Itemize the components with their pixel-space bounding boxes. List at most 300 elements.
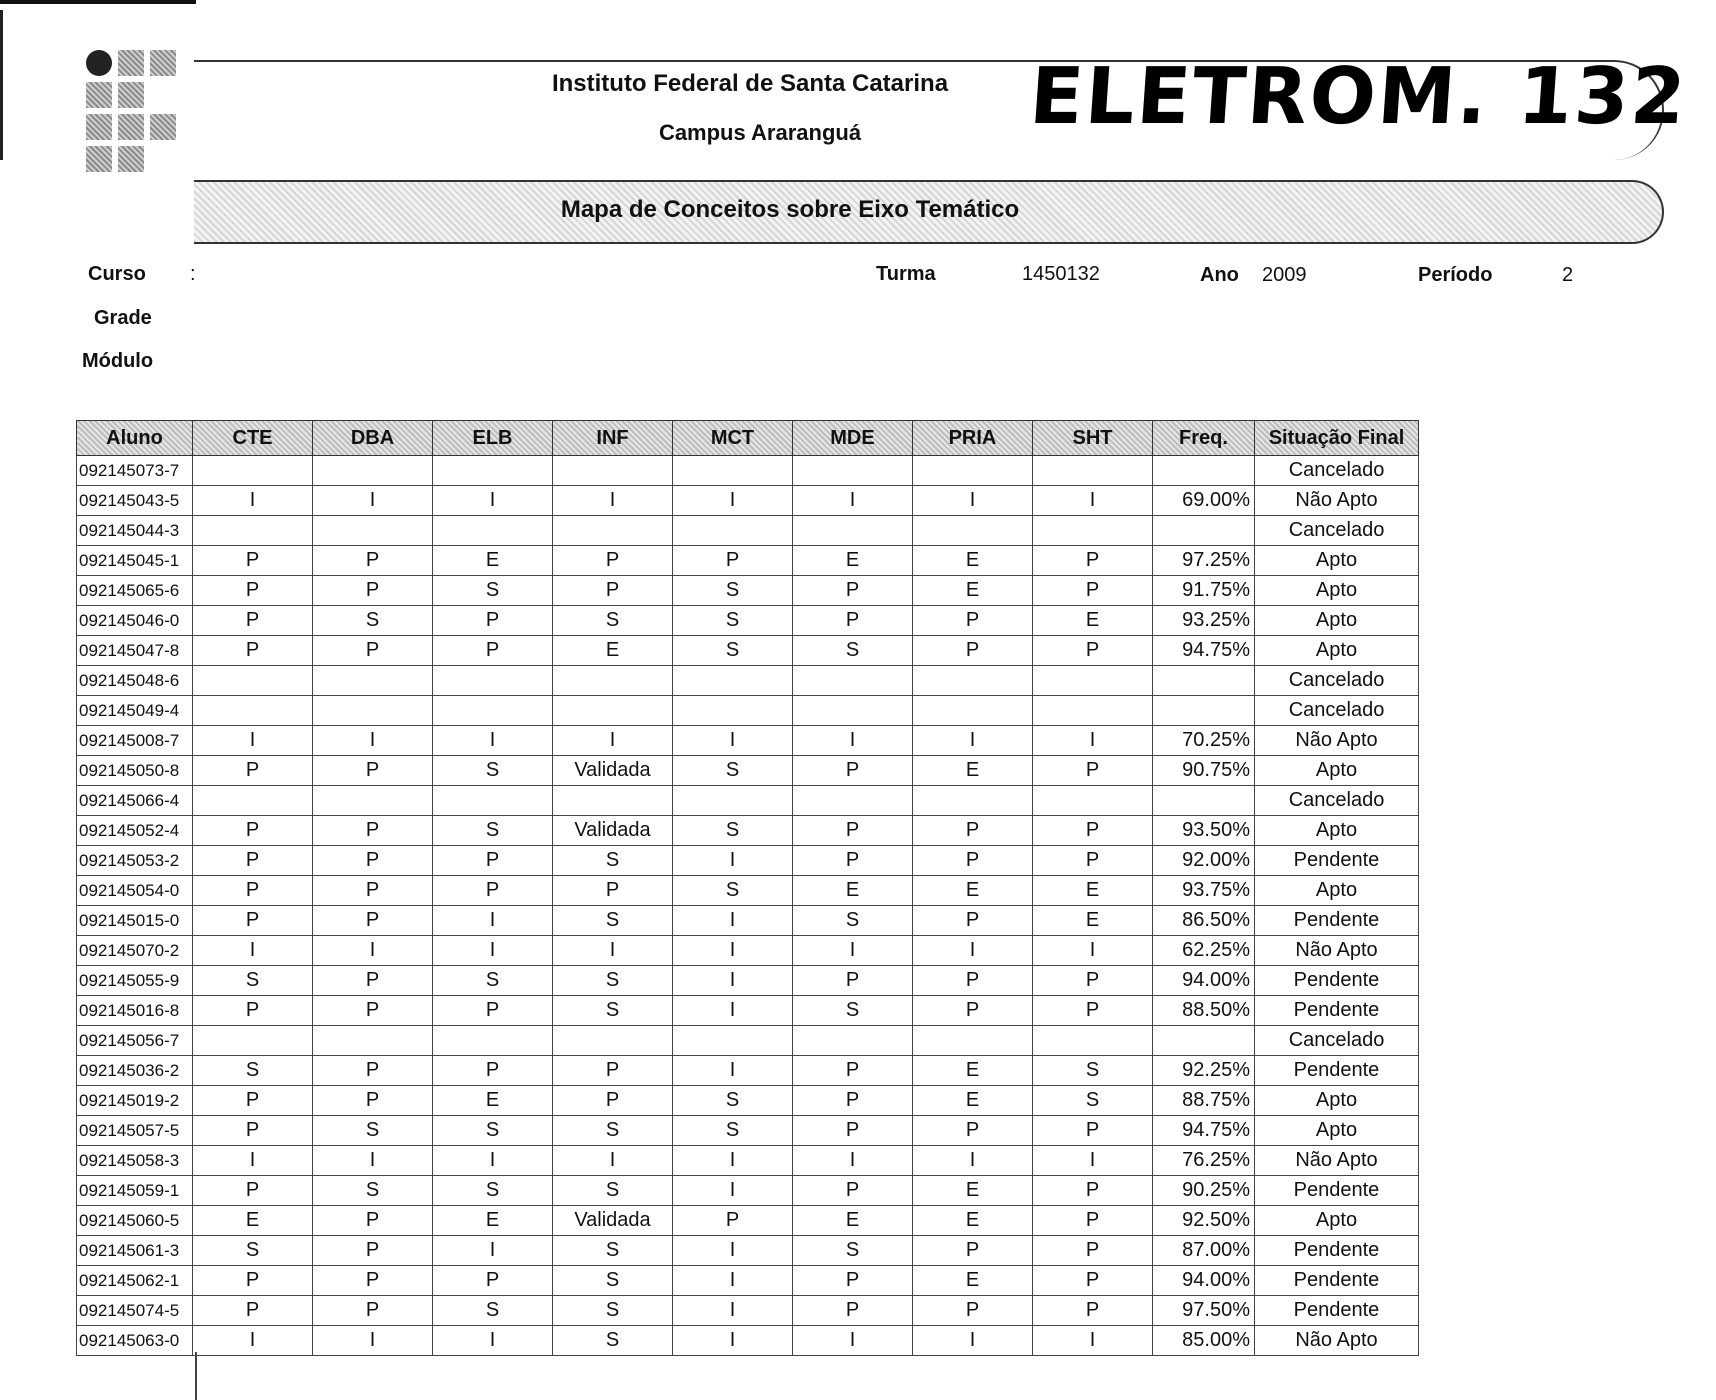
column-header-mde: MDE (793, 421, 913, 456)
cell-sht: P (1033, 1296, 1153, 1326)
cell-mde: I (793, 936, 913, 966)
cell-cte: P (193, 846, 313, 876)
cell-sht: P (1033, 1176, 1153, 1206)
cell-pria: P (913, 1296, 1033, 1326)
cell-elb (433, 786, 553, 816)
cell-dba (313, 516, 433, 546)
cell-pria: E (913, 1176, 1033, 1206)
cell-aluno: 092145073-7 (77, 456, 193, 486)
cell-sht: P (1033, 846, 1153, 876)
cell-pria: P (913, 816, 1033, 846)
table-row (77, 486, 1419, 516)
cell-sht: P (1033, 576, 1153, 606)
cell-aluno: 092145045-1 (77, 546, 193, 576)
cell-cte (193, 786, 313, 816)
cell-aluno: 092145057-5 (77, 1116, 193, 1146)
cell-freq: 90.75% (1153, 756, 1255, 786)
cell-inf: P (553, 576, 673, 606)
cell-sht (1033, 696, 1153, 726)
cell-situacao-final: Pendente (1255, 846, 1419, 876)
cell-inf: S (553, 1236, 673, 1266)
table-row (77, 816, 1419, 846)
cell-elb: E (433, 1206, 553, 1236)
cell-dba: P (313, 1296, 433, 1326)
logo-square (118, 146, 144, 172)
table-row (77, 1206, 1419, 1236)
table-row (77, 756, 1419, 786)
cell-cte: P (193, 576, 313, 606)
table-row (77, 666, 1419, 696)
cell-mct: I (673, 846, 793, 876)
cell-dba: I (313, 726, 433, 756)
cell-aluno: 092145060-5 (77, 1206, 193, 1236)
cell-freq: 92.00% (1153, 846, 1255, 876)
cell-sht: P (1033, 1236, 1153, 1266)
cell-cte: P (193, 1296, 313, 1326)
cell-freq: 69.00% (1153, 486, 1255, 516)
cell-cte: S (193, 966, 313, 996)
logo-square (118, 50, 144, 76)
column-header-situacao-final: Situação Final (1255, 421, 1419, 456)
cell-pria: P (913, 1116, 1033, 1146)
cell-dba: I (313, 486, 433, 516)
cell-situacao-final: Não Apto (1255, 486, 1419, 516)
cell-sht: S (1033, 1086, 1153, 1116)
table-row (77, 1146, 1419, 1176)
cell-cte: P (193, 876, 313, 906)
cell-pria (913, 516, 1033, 546)
cell-freq: 90.25% (1153, 1176, 1255, 1206)
ifsc-logo (82, 48, 182, 178)
cell-mde: I (793, 486, 913, 516)
cell-inf: P (553, 1056, 673, 1086)
cell-cte: P (193, 1266, 313, 1296)
cell-freq (1153, 666, 1255, 696)
cell-pria: P (913, 906, 1033, 936)
cell-mde: P (793, 606, 913, 636)
cell-mde: I (793, 1326, 913, 1356)
cell-mde (793, 1026, 913, 1056)
cell-pria: E (913, 1086, 1033, 1116)
cell-dba: I (313, 1326, 433, 1356)
cell-dba: P (313, 876, 433, 906)
cell-situacao-final: Apto (1255, 606, 1419, 636)
cell-inf (553, 786, 673, 816)
cell-cte: I (193, 486, 313, 516)
cell-dba: P (313, 996, 433, 1026)
cell-elb: I (433, 906, 553, 936)
cell-mde: I (793, 1146, 913, 1176)
cell-inf: S (553, 606, 673, 636)
cell-elb: P (433, 876, 553, 906)
cell-mde (793, 516, 913, 546)
cell-dba: I (313, 936, 433, 966)
cell-inf: P (553, 1086, 673, 1116)
document-title: Mapa de Conceitos sobre Eixo Temático (560, 196, 1020, 223)
cell-elb: P (433, 996, 553, 1026)
cell-mct: P (673, 546, 793, 576)
cell-mde: P (793, 1296, 913, 1326)
cell-pria: I (913, 936, 1033, 966)
logo-square (86, 114, 112, 140)
cell-mde: S (793, 636, 913, 666)
logo-dot (86, 50, 112, 76)
cell-sht: E (1033, 876, 1153, 906)
cell-pria: I (913, 726, 1033, 756)
modulo-label: Módulo (82, 350, 154, 372)
cell-mct: I (673, 1266, 793, 1296)
cell-situacao-final: Pendente (1255, 1296, 1419, 1326)
cell-dba: I (313, 1146, 433, 1176)
cell-aluno: 092145056-7 (77, 1026, 193, 1056)
cell-inf: S (553, 1176, 673, 1206)
cell-sht: I (1033, 726, 1153, 756)
cell-elb: S (433, 816, 553, 846)
cell-cte: P (193, 906, 313, 936)
cell-freq: 94.75% (1153, 1116, 1255, 1146)
column-header-aluno: Aluno (77, 421, 193, 456)
cell-cte: P (193, 1176, 313, 1206)
table-row (77, 576, 1419, 606)
logo-square (118, 114, 144, 140)
cell-situacao-final: Pendente (1255, 966, 1419, 996)
cell-situacao-final: Não Apto (1255, 1146, 1419, 1176)
cell-mde: P (793, 576, 913, 606)
cell-sht: P (1033, 1206, 1153, 1236)
cell-situacao-final: Apto (1255, 1116, 1419, 1146)
cell-cte: S (193, 1236, 313, 1266)
cell-sht: P (1033, 966, 1153, 996)
cell-cte: P (193, 606, 313, 636)
table-row (77, 876, 1419, 906)
cell-cte: P (193, 636, 313, 666)
cell-aluno: 092145054-0 (77, 876, 193, 906)
curso-value: : (190, 263, 196, 285)
cell-aluno: 092145062-1 (77, 1266, 193, 1296)
cell-sht: P (1033, 1266, 1153, 1296)
cell-dba (313, 666, 433, 696)
cell-aluno: 092145049-4 (77, 696, 193, 726)
cell-elb: I (433, 486, 553, 516)
cell-elb: I (433, 1146, 553, 1176)
column-header-pria: PRIA (913, 421, 1033, 456)
cell-sht (1033, 666, 1153, 696)
cell-elb: P (433, 846, 553, 876)
cell-mct: I (673, 1236, 793, 1266)
table-body (77, 456, 1419, 1356)
cell-inf: S (553, 1266, 673, 1296)
cell-cte (193, 456, 313, 486)
table-row (77, 1266, 1419, 1296)
table-row (77, 1326, 1419, 1356)
cell-sht: I (1033, 936, 1153, 966)
cell-elb: P (433, 606, 553, 636)
cell-inf: Validada (553, 756, 673, 786)
cell-situacao-final: Apto (1255, 636, 1419, 666)
cell-situacao-final: Cancelado (1255, 456, 1419, 486)
cell-mct: S (673, 816, 793, 846)
cell-sht (1033, 516, 1153, 546)
column-header-mct: MCT (673, 421, 793, 456)
cell-pria: P (913, 606, 1033, 636)
cell-pria: E (913, 1056, 1033, 1086)
cell-freq: 70.25% (1153, 726, 1255, 756)
cell-dba: P (313, 1206, 433, 1236)
cell-cte: I (193, 1146, 313, 1176)
periodo-label: Período (1418, 264, 1493, 286)
cell-mct: I (673, 1146, 793, 1176)
cell-aluno: 092145048-6 (77, 666, 193, 696)
ano-value: 2009 (1262, 264, 1307, 286)
cell-elb: S (433, 1296, 553, 1326)
cell-elb (433, 666, 553, 696)
cell-situacao-final: Apto (1255, 816, 1419, 846)
table-row (77, 1056, 1419, 1086)
table-row (77, 606, 1419, 636)
turma-label: Turma (876, 263, 936, 285)
cell-aluno: 092145008-7 (77, 726, 193, 756)
cell-mct (673, 696, 793, 726)
cell-freq (1153, 696, 1255, 726)
cell-situacao-final: Apto (1255, 546, 1419, 576)
cell-elb (433, 696, 553, 726)
logo-square (86, 82, 112, 108)
table-row (77, 696, 1419, 726)
cell-sht: P (1033, 996, 1153, 1026)
cell-freq: 97.50% (1153, 1296, 1255, 1326)
cell-pria (913, 666, 1033, 696)
cell-inf: S (553, 1116, 673, 1146)
cell-mct: I (673, 936, 793, 966)
cell-inf: S (553, 996, 673, 1026)
cell-situacao-final: Apto (1255, 876, 1419, 906)
cell-pria: I (913, 1326, 1033, 1356)
cell-elb (433, 456, 553, 486)
cell-freq: 62.25% (1153, 936, 1255, 966)
cell-mct: I (673, 1176, 793, 1206)
cell-cte: P (193, 816, 313, 846)
logo-square (118, 82, 144, 108)
cell-dba: P (313, 1056, 433, 1086)
cell-freq: 86.50% (1153, 906, 1255, 936)
cell-sht: I (1033, 486, 1153, 516)
cell-pria: P (913, 636, 1033, 666)
cell-pria: E (913, 576, 1033, 606)
cell-mct: I (673, 966, 793, 996)
cell-pria (913, 696, 1033, 726)
cell-pria: E (913, 1206, 1033, 1236)
table-row (77, 966, 1419, 996)
cell-situacao-final: Apto (1255, 1206, 1419, 1236)
cell-elb: I (433, 936, 553, 966)
cell-mde: P (793, 1056, 913, 1086)
cell-elb: S (433, 1176, 553, 1206)
cell-mde: E (793, 1206, 913, 1236)
cell-elb: S (433, 576, 553, 606)
cell-freq: 97.25% (1153, 546, 1255, 576)
cell-inf (553, 1026, 673, 1056)
cell-elb: P (433, 1266, 553, 1296)
cell-mde: P (793, 966, 913, 996)
cell-inf: I (553, 936, 673, 966)
table-header (77, 421, 1419, 456)
grade-label: Grade (94, 307, 152, 329)
cell-dba: P (313, 636, 433, 666)
cell-elb: S (433, 756, 553, 786)
cell-situacao-final: Pendente (1255, 906, 1419, 936)
cell-sht: P (1033, 546, 1153, 576)
cell-inf: Validada (553, 816, 673, 846)
periodo-value: 2 (1562, 264, 1574, 286)
cell-pria (913, 1026, 1033, 1056)
cell-aluno: 092145053-2 (77, 846, 193, 876)
cell-mct: S (673, 756, 793, 786)
cell-freq (1153, 516, 1255, 546)
cell-inf: S (553, 966, 673, 996)
cell-mct: S (673, 636, 793, 666)
cell-freq: 88.75% (1153, 1086, 1255, 1116)
cell-aluno: 092145063-0 (77, 1326, 193, 1356)
table-row (77, 936, 1419, 966)
cell-pria (913, 456, 1033, 486)
cell-dba (313, 786, 433, 816)
handwritten-note: ELETROM. 132 (1026, 52, 1691, 142)
cell-dba: P (313, 816, 433, 846)
cell-cte: P (193, 1086, 313, 1116)
cell-situacao-final: Cancelado (1255, 786, 1419, 816)
cell-inf (553, 696, 673, 726)
cell-aluno: 092145047-8 (77, 636, 193, 666)
cell-aluno: 092145055-9 (77, 966, 193, 996)
cell-inf: I (553, 726, 673, 756)
cell-inf: P (553, 876, 673, 906)
cell-cte (193, 696, 313, 726)
cell-mct: I (673, 1296, 793, 1326)
cell-sht: I (1033, 1146, 1153, 1176)
cell-dba: P (313, 846, 433, 876)
cell-freq: 93.50% (1153, 816, 1255, 846)
cell-elb: P (433, 636, 553, 666)
cell-dba: P (313, 1236, 433, 1266)
cell-dba: P (313, 966, 433, 996)
table-row (77, 1236, 1419, 1266)
cell-pria (913, 786, 1033, 816)
cell-mde: I (793, 726, 913, 756)
column-header-elb: ELB (433, 421, 553, 456)
cell-situacao-final: Apto (1255, 1086, 1419, 1116)
cell-dba: P (313, 576, 433, 606)
cell-freq: 76.25% (1153, 1146, 1255, 1176)
cell-dba: P (313, 1086, 433, 1116)
cell-situacao-final: Pendente (1255, 1236, 1419, 1266)
cell-mct: I (673, 1326, 793, 1356)
cell-mct: S (673, 1116, 793, 1146)
cell-dba: P (313, 546, 433, 576)
cell-mct: S (673, 576, 793, 606)
cell-mct: S (673, 876, 793, 906)
ano-label: Ano (1200, 264, 1239, 286)
cell-pria: P (913, 966, 1033, 996)
cell-mct (673, 516, 793, 546)
cell-cte: E (193, 1206, 313, 1236)
cell-cte: S (193, 1056, 313, 1086)
table-row (77, 726, 1419, 756)
cell-pria: E (913, 1266, 1033, 1296)
cell-aluno: 092145058-3 (77, 1146, 193, 1176)
cell-mde (793, 666, 913, 696)
cell-cte (193, 516, 313, 546)
cell-sht: P (1033, 1116, 1153, 1146)
table-row (77, 456, 1419, 486)
cell-mde: P (793, 1116, 913, 1146)
cell-inf: I (553, 486, 673, 516)
cell-inf: P (553, 546, 673, 576)
cell-mde: P (793, 1176, 913, 1206)
cell-sht: P (1033, 756, 1153, 786)
table-row (77, 1026, 1419, 1056)
cell-freq: 88.50% (1153, 996, 1255, 1026)
cell-sht (1033, 1026, 1153, 1056)
cell-aluno: 092145044-3 (77, 516, 193, 546)
table-row (77, 636, 1419, 666)
cell-situacao-final: Não Apto (1255, 936, 1419, 966)
cell-mde: S (793, 996, 913, 1026)
cell-dba (313, 696, 433, 726)
campus-name: Campus Araranguá (658, 120, 862, 145)
cell-mct: S (673, 606, 793, 636)
table-row (77, 1116, 1419, 1146)
cell-cte: P (193, 1116, 313, 1146)
cell-situacao-final: Cancelado (1255, 696, 1419, 726)
cell-elb: I (433, 1326, 553, 1356)
cell-freq (1153, 1026, 1255, 1056)
cell-pria: P (913, 846, 1033, 876)
grades-table (76, 420, 1419, 1356)
cell-situacao-final: Cancelado (1255, 516, 1419, 546)
cell-mct: I (673, 1056, 793, 1086)
cell-sht: P (1033, 816, 1153, 846)
cell-mde: P (793, 756, 913, 786)
scan-edge-bottom (195, 1352, 197, 1400)
cell-dba: P (313, 906, 433, 936)
cell-cte (193, 1026, 313, 1056)
cell-mde (793, 456, 913, 486)
cell-pria: E (913, 876, 1033, 906)
cell-cte: P (193, 546, 313, 576)
cell-elb: S (433, 966, 553, 996)
cell-elb: S (433, 1116, 553, 1146)
cell-mde: E (793, 546, 913, 576)
cell-aluno: 092145059-1 (77, 1176, 193, 1206)
cell-aluno: 092145061-3 (77, 1236, 193, 1266)
cell-freq: 85.00% (1153, 1326, 1255, 1356)
column-header-freq: Freq. (1153, 421, 1255, 456)
cell-mct: I (673, 996, 793, 1026)
cell-aluno: 092145065-6 (77, 576, 193, 606)
cell-mde: P (793, 1086, 913, 1116)
cell-dba: P (313, 756, 433, 786)
curso-label: Curso (88, 263, 146, 285)
cell-mct (673, 1026, 793, 1056)
logo-square (150, 114, 176, 140)
cell-elb: P (433, 1056, 553, 1086)
cell-sht: P (1033, 636, 1153, 666)
cell-freq: 91.75% (1153, 576, 1255, 606)
cell-aluno: 092145050-8 (77, 756, 193, 786)
cell-dba: S (313, 606, 433, 636)
table-row (77, 546, 1419, 576)
column-header-inf: INF (553, 421, 673, 456)
